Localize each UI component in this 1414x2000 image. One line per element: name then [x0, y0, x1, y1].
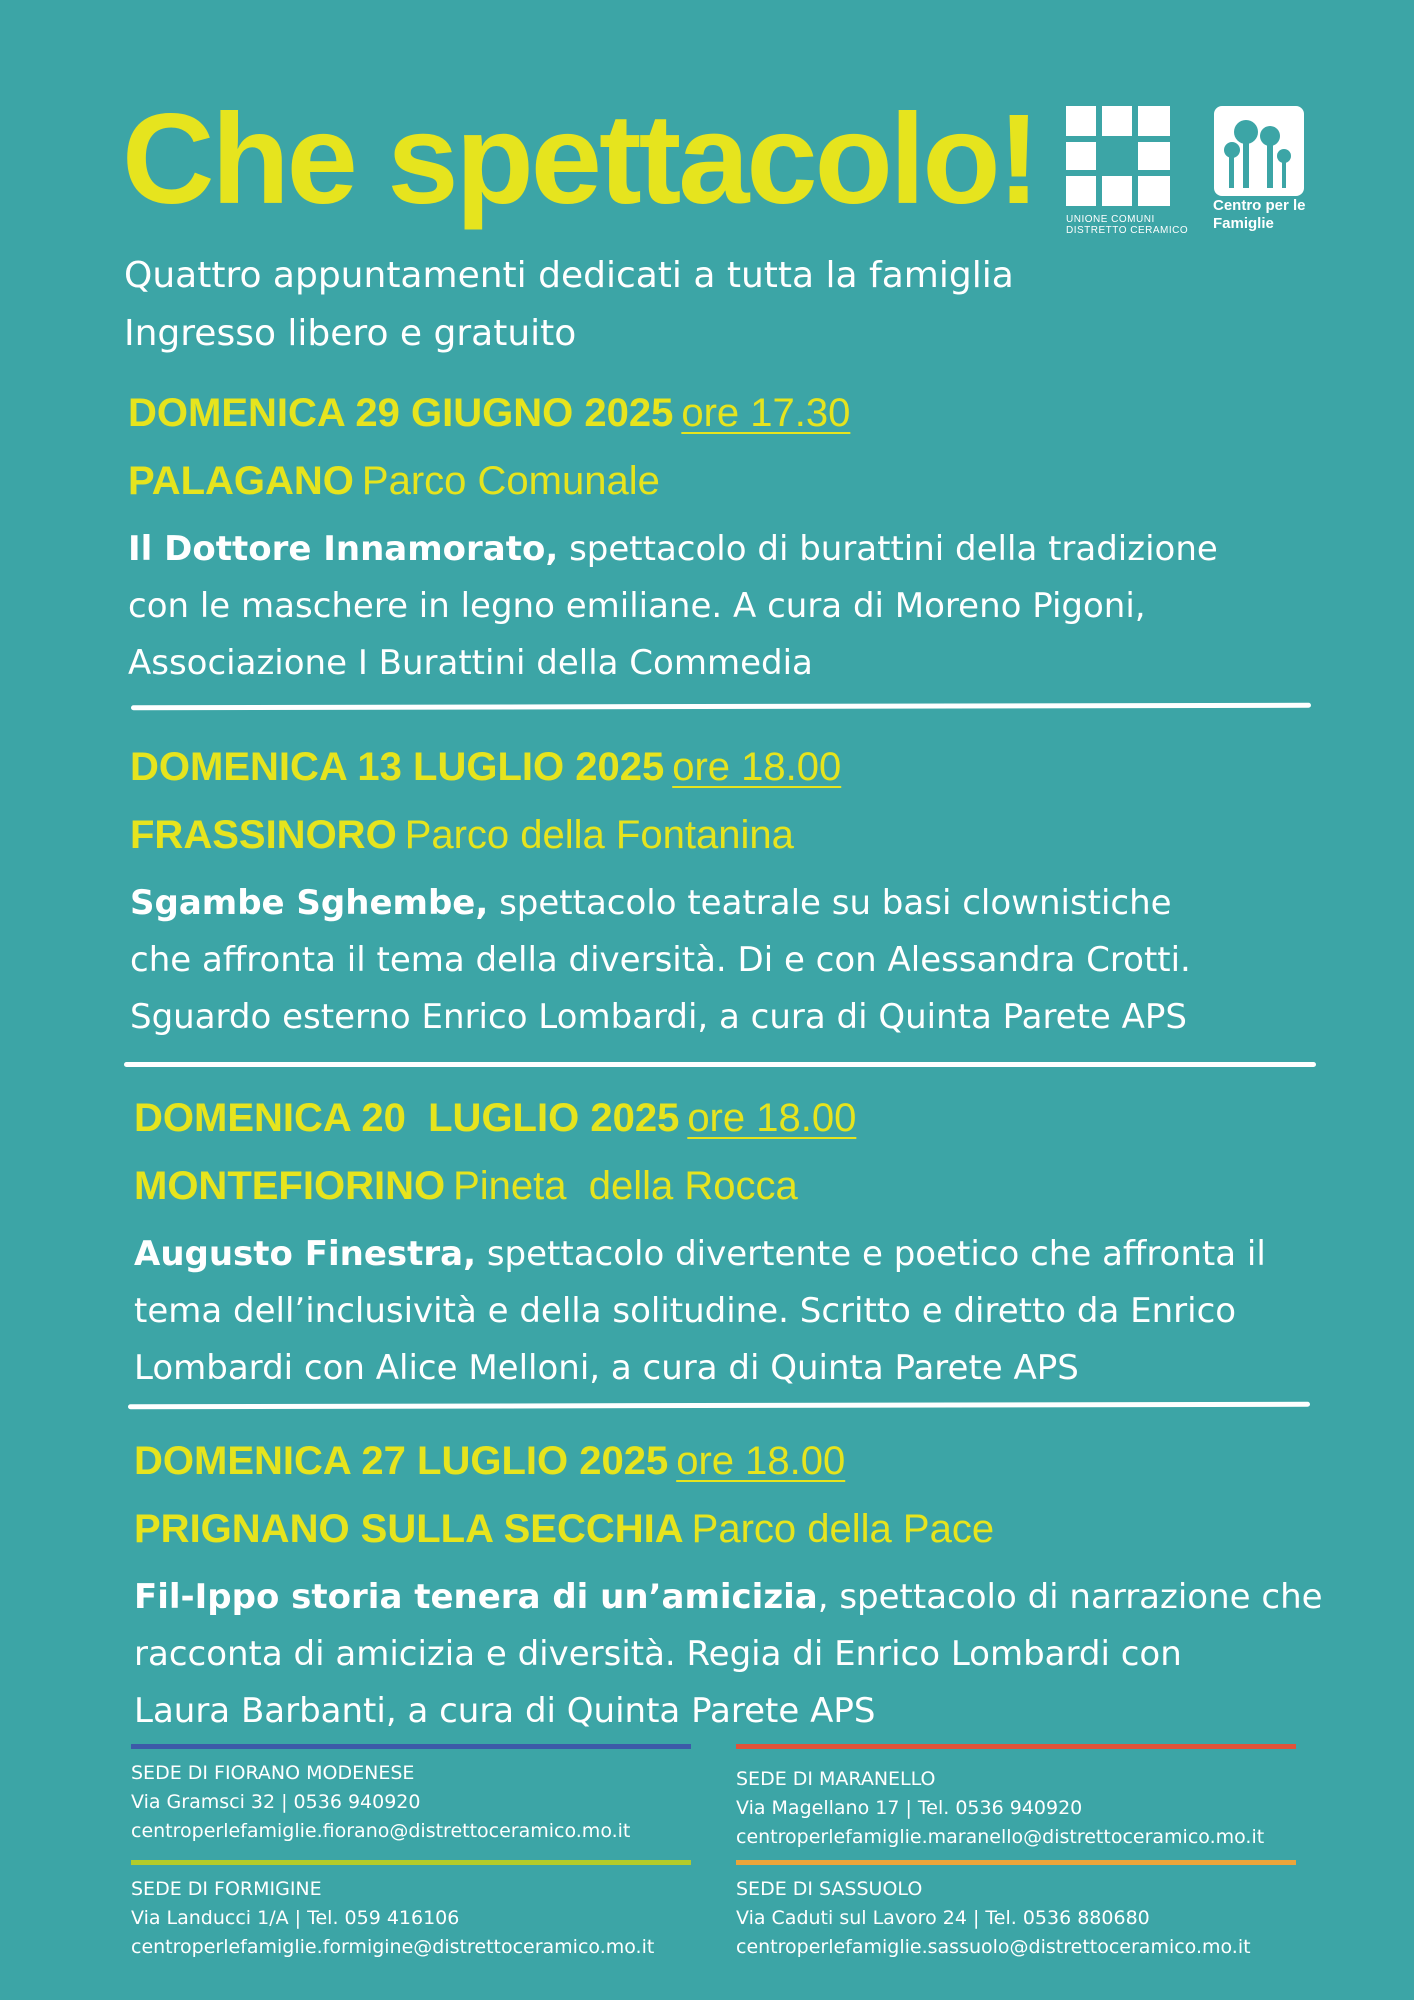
contact-name: SEDE DI SASSUOLO	[736, 1878, 923, 1900]
divider	[131, 703, 1311, 710]
event-date: DOMENICA 27 LUGLIO 2025 ore 18.00	[134, 1439, 846, 1483]
contact-name: SEDE DI FIORANO MODENESE	[131, 1762, 415, 1784]
color-bar	[131, 1860, 691, 1865]
event-time: ore 18.00	[672, 745, 842, 789]
event-3	[134, 1098, 1266, 1397]
event-1	[128, 393, 1218, 692]
ucdc-logo-text: UNIONE COMUNI DISTRETTO CERAMICO	[1066, 214, 1189, 236]
event-description: Sgambe Sghembe, spettacolo teatrale su basi clownistiche che affronta il tema della diversità. Di e con Alessandra Crotti. Sguardo esterno Enrico Lombardi, a cura di Quinta Parete APS	[130, 883, 1191, 1037]
event-location: PRIGNANO SULLA SECCHIA Parco della Pace	[134, 1507, 995, 1551]
contact-email[interactable]: centroperlefamiglie.maranello@distrettoceramico.mo.it	[736, 1826, 1265, 1848]
trees-logo-icon	[1214, 106, 1304, 196]
event-date: DOMENICA 29 GIUGNO 2025 ore 17.30	[128, 391, 851, 435]
divider	[128, 1402, 1310, 1409]
event-time: ore 18.00	[676, 1439, 846, 1483]
color-bar	[131, 1744, 691, 1749]
event-location: PALAGANO Parco Comunale	[128, 459, 660, 503]
contact-sassuolo	[736, 1860, 1296, 1962]
event-show-title: Il Dottore Innamorato,	[128, 529, 559, 569]
event-description: Il Dottore Innamorato, spettacolo di burattini della tradizione con le maschere in legno emiliane. A cura di Moreno Pigoni, Associazione I Burattini della Commedia	[128, 529, 1218, 683]
event-show-title: Augusto Finestra,	[134, 1234, 477, 1274]
event-4	[134, 1441, 1323, 1740]
contact-address: Via Gramsci 32 | 0536 940920	[131, 1791, 421, 1813]
event-show-title: Sgambe Sghembe,	[130, 883, 489, 923]
grid-logo-icon	[1066, 106, 1170, 206]
divider	[124, 1062, 1316, 1067]
event-time: ore 17.30	[681, 391, 851, 435]
page-title: Che spettacolo!	[122, 88, 1038, 231]
contact-fiorano	[131, 1744, 691, 1846]
contact-email[interactable]: centroperlefamiglie.formigine@distrettoceramico.mo.it	[131, 1936, 655, 1958]
contact-name: SEDE DI MARANELLO	[736, 1768, 936, 1790]
event-show-title: Fil-Ippo storia tenera di un’amicizia	[134, 1577, 818, 1617]
contact-name: SEDE DI FORMIGINE	[131, 1878, 322, 1900]
event-date: DOMENICA 13 LUGLIO 2025 ore 18.00	[130, 745, 842, 789]
event-time: ore 18.00	[687, 1096, 857, 1140]
contact-formigine	[131, 1860, 691, 1962]
event-description: Augusto Finestra, spettacolo divertente e poetico che affronta il tema dell’inclusività e della solitudine. Scritto e diretto da Enrico Lombardi con Alice Melloni, a cura di Quinta Parete APS	[134, 1234, 1266, 1388]
subtitle-line-2: Ingresso libero e gratuito	[124, 313, 577, 354]
contact-maranello	[736, 1744, 1296, 1852]
event-date: DOMENICA 20 LUGLIO 2025 ore 18.00	[134, 1096, 857, 1140]
contact-email[interactable]: centroperlefamiglie.sassuolo@distrettoceramico.mo.it	[736, 1936, 1251, 1958]
contact-address: Via Caduti sul Lavoro 24 | Tel. 0536 880680	[736, 1907, 1150, 1929]
event-description: Fil-Ippo storia tenera di un’amicizia, spettacolo di narrazione che racconta di amicizia e diversità. Regia di Enrico Lombardi con Laura Barbanti, a cura di Quinta Parete APS	[134, 1577, 1323, 1731]
subtitle-line-1: Quattro appuntamenti dedicati a tutta la famiglia	[124, 255, 1014, 296]
event-location: FRASSINORO Parco della Fontanina	[130, 813, 794, 857]
event-location: MONTEFIORINO Pineta della Rocca	[134, 1164, 798, 1208]
contact-address: Via Landucci 1/A | Tel. 059 416106	[131, 1907, 460, 1929]
event-2	[130, 747, 1191, 1046]
contact-email[interactable]: centroperlefamiglie.fiorano@distrettoceramico.mo.it	[131, 1820, 631, 1842]
contact-address: Via Magellano 17 | Tel. 0536 940920	[736, 1797, 1083, 1819]
color-bar	[736, 1744, 1296, 1749]
color-bar	[736, 1860, 1296, 1865]
cpf-logo-text: Centro per le Famiglie	[1213, 197, 1306, 232]
